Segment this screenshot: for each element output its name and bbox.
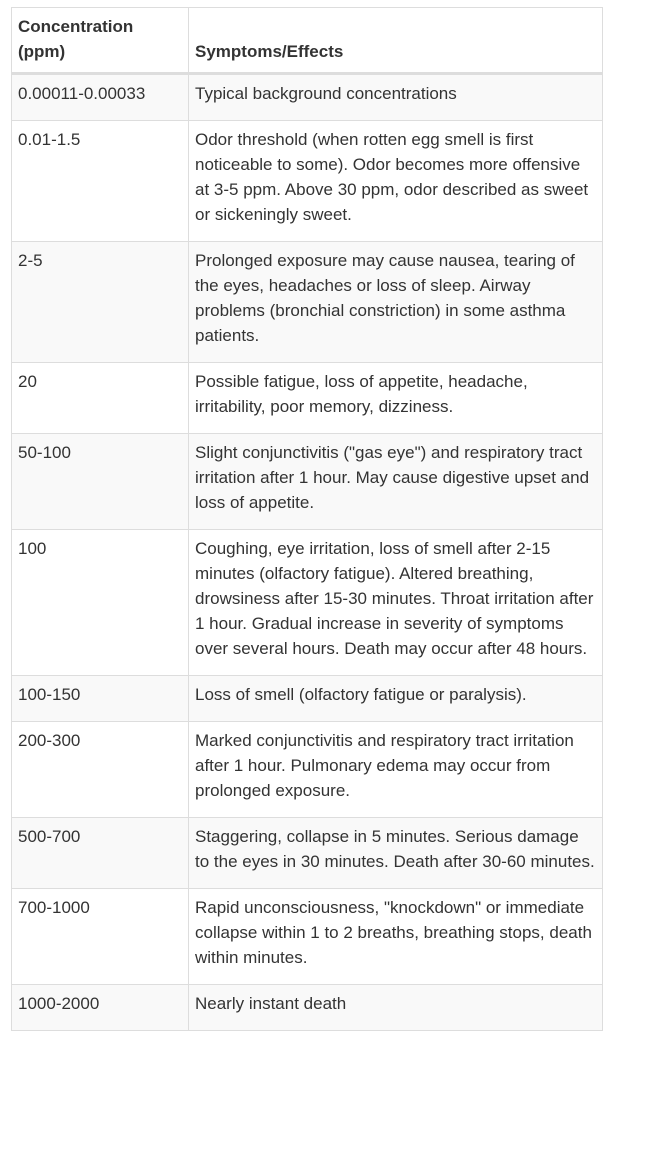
effect-cell: Slight conjunctivitis ("gas eye") and respiratory tract irritation after 1 hour. May cause digestive upset and loss of appetite. [189, 434, 603, 530]
table-row [12, 530, 603, 676]
header-concentration: Concentration (ppm) [12, 8, 189, 74]
effect-cell: Typical background concentrations [189, 74, 603, 121]
effect-cell: Prolonged exposure may cause nausea, tearing of the eyes, headaches or loss of sleep. Airway problems (bronchial constriction) in some asthma patients. [189, 242, 603, 363]
table-row [12, 434, 603, 530]
effect-cell: Staggering, collapse in 5 minutes. Serious damage to the eyes in 30 minutes. Death after 30-60 minutes. [189, 818, 603, 889]
concentration-cell: 1000-2000 [12, 985, 189, 1031]
table-row [12, 676, 603, 722]
effect-cell: Odor threshold (when rotten egg smell is first noticeable to some). Odor becomes more offensive at 3-5 ppm. Above 30 ppm, odor described as sweet or sickeningly sweet. [189, 121, 603, 242]
table-row [12, 363, 603, 434]
effect-cell: Coughing, eye irritation, loss of smell after 2-15 minutes (olfactory fatigue). Altered breathing, drowsiness after 15-30 minutes. Throat irritation after 1 hour. Gradual increase in severity of symptoms over several hours. Death may occur after 48 hours. [189, 530, 603, 676]
table-row [12, 74, 603, 121]
concentration-cell: 100 [12, 530, 189, 676]
concentration-cell: 700-1000 [12, 889, 189, 985]
effect-cell: Loss of smell (olfactory fatigue or paralysis). [189, 676, 603, 722]
concentration-cell: 200-300 [12, 722, 189, 818]
concentration-cell: 0.00011-0.00033 [12, 74, 189, 121]
table-header [12, 8, 603, 74]
table-row [12, 242, 603, 363]
concentration-cell: 0.01-1.5 [12, 121, 189, 242]
effect-cell: Possible fatigue, loss of appetite, headache, irritability, poor memory, dizziness. [189, 363, 603, 434]
table-row [12, 889, 603, 985]
effect-cell: Rapid unconsciousness, "knockdown" or immediate collapse within 1 to 2 breaths, breathing stops, death within minutes. [189, 889, 603, 985]
table-row [12, 818, 603, 889]
effect-cell: Marked conjunctivitis and respiratory tract irritation after 1 hour. Pulmonary edema may occur from prolonged exposure. [189, 722, 603, 818]
concentration-cell: 2-5 [12, 242, 189, 363]
concentration-cell: 20 [12, 363, 189, 434]
h2s-exposure-table [11, 7, 603, 1031]
concentration-cell: 50-100 [12, 434, 189, 530]
effect-cell: Nearly instant death [189, 985, 603, 1031]
table-body [12, 74, 603, 1031]
table-row [12, 121, 603, 242]
header-symptoms: Symptoms/Effects [189, 8, 603, 74]
header-row [12, 8, 603, 74]
table-row [12, 985, 603, 1031]
concentration-cell: 500-700 [12, 818, 189, 889]
concentration-cell: 100-150 [12, 676, 189, 722]
table-row [12, 722, 603, 818]
